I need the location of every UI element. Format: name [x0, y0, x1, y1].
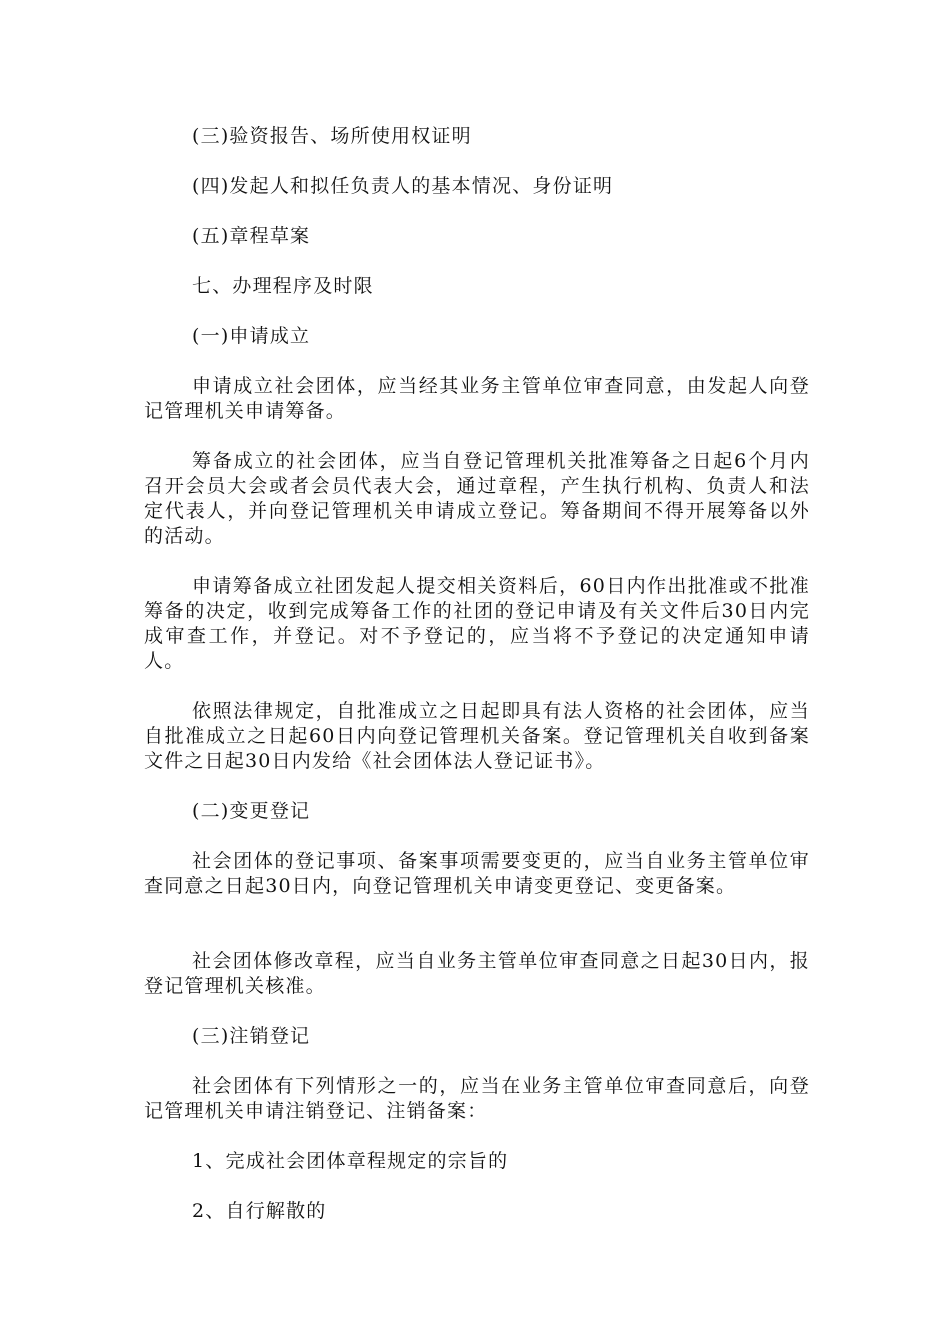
list-item-founder-info: (四)发起人和拟任负责人的基本情况、身份证明 — [192, 175, 614, 197]
paragraph-approval-timeline: 申请筹备成立社团发起人提交相关资料后，60日内作出批准或不批准筹备的决定，收到完成筹备工作的社团的登记申请及有关文件后30日内完成审查工作，并登记。对不予登记的，应当将不予登记的决定通知申请人。 — [144, 575, 810, 672]
paragraph-legal-person-filing: 依照法律规定，自批准成立之日起即具有法人资格的社会团体，应当自批准成立之日起60日内向登记管理机关备案。登记管理机关自收到备案文件之日起30日内发给《社会团体法人登记证书》。 — [144, 700, 810, 772]
subheading-change-registration: (二)变更登记 — [192, 800, 311, 822]
paragraph-charter-amendment: 社会团体修改章程，应当自业务主管单位审查同意之日起30日内，报登记管理机关核准。 — [144, 950, 810, 997]
paragraph-apply-preparation: 申请成立社会团体，应当经其业务主管单位审查同意，由发起人向登记管理机关申请筹备。 — [144, 375, 810, 422]
list-item-purpose-completed: 1、完成社会团体章程规定的宗旨的 — [192, 1150, 509, 1172]
paragraph-preparation-period: 筹备成立的社会团体，应当自登记管理机关批准筹备之日起6个月内召开会员大会或者会员代表大会，通过章程，产生执行机构、负责人和法定代表人，并向登记管理机关申请成立登记。筹备期间不得开展筹备以外的活动。 — [144, 450, 810, 547]
subheading-apply-establish: (一)申请成立 — [192, 325, 311, 347]
paragraph-change-items: 社会团体的登记事项、备案事项需要变更的，应当自业务主管单位审查同意之日起30日内，向登记管理机关申请变更登记、变更备案。 — [144, 850, 810, 897]
list-item-draft-charter: (五)章程草案 — [192, 225, 311, 247]
subheading-deregistration: (三)注销登记 — [192, 1025, 311, 1047]
list-item-capital-verification: (三)验资报告、场所使用权证明 — [192, 125, 472, 147]
section-heading-procedure: 七、办理程序及时限 — [192, 275, 374, 297]
paragraph-deregistration-conditions: 社会团体有下列情形之一的，应当在业务主管单位审查同意后，向登记管理机关申请注销登记、注销备案： — [144, 1075, 810, 1122]
list-item-self-dissolved: 2、自行解散的 — [192, 1200, 327, 1222]
